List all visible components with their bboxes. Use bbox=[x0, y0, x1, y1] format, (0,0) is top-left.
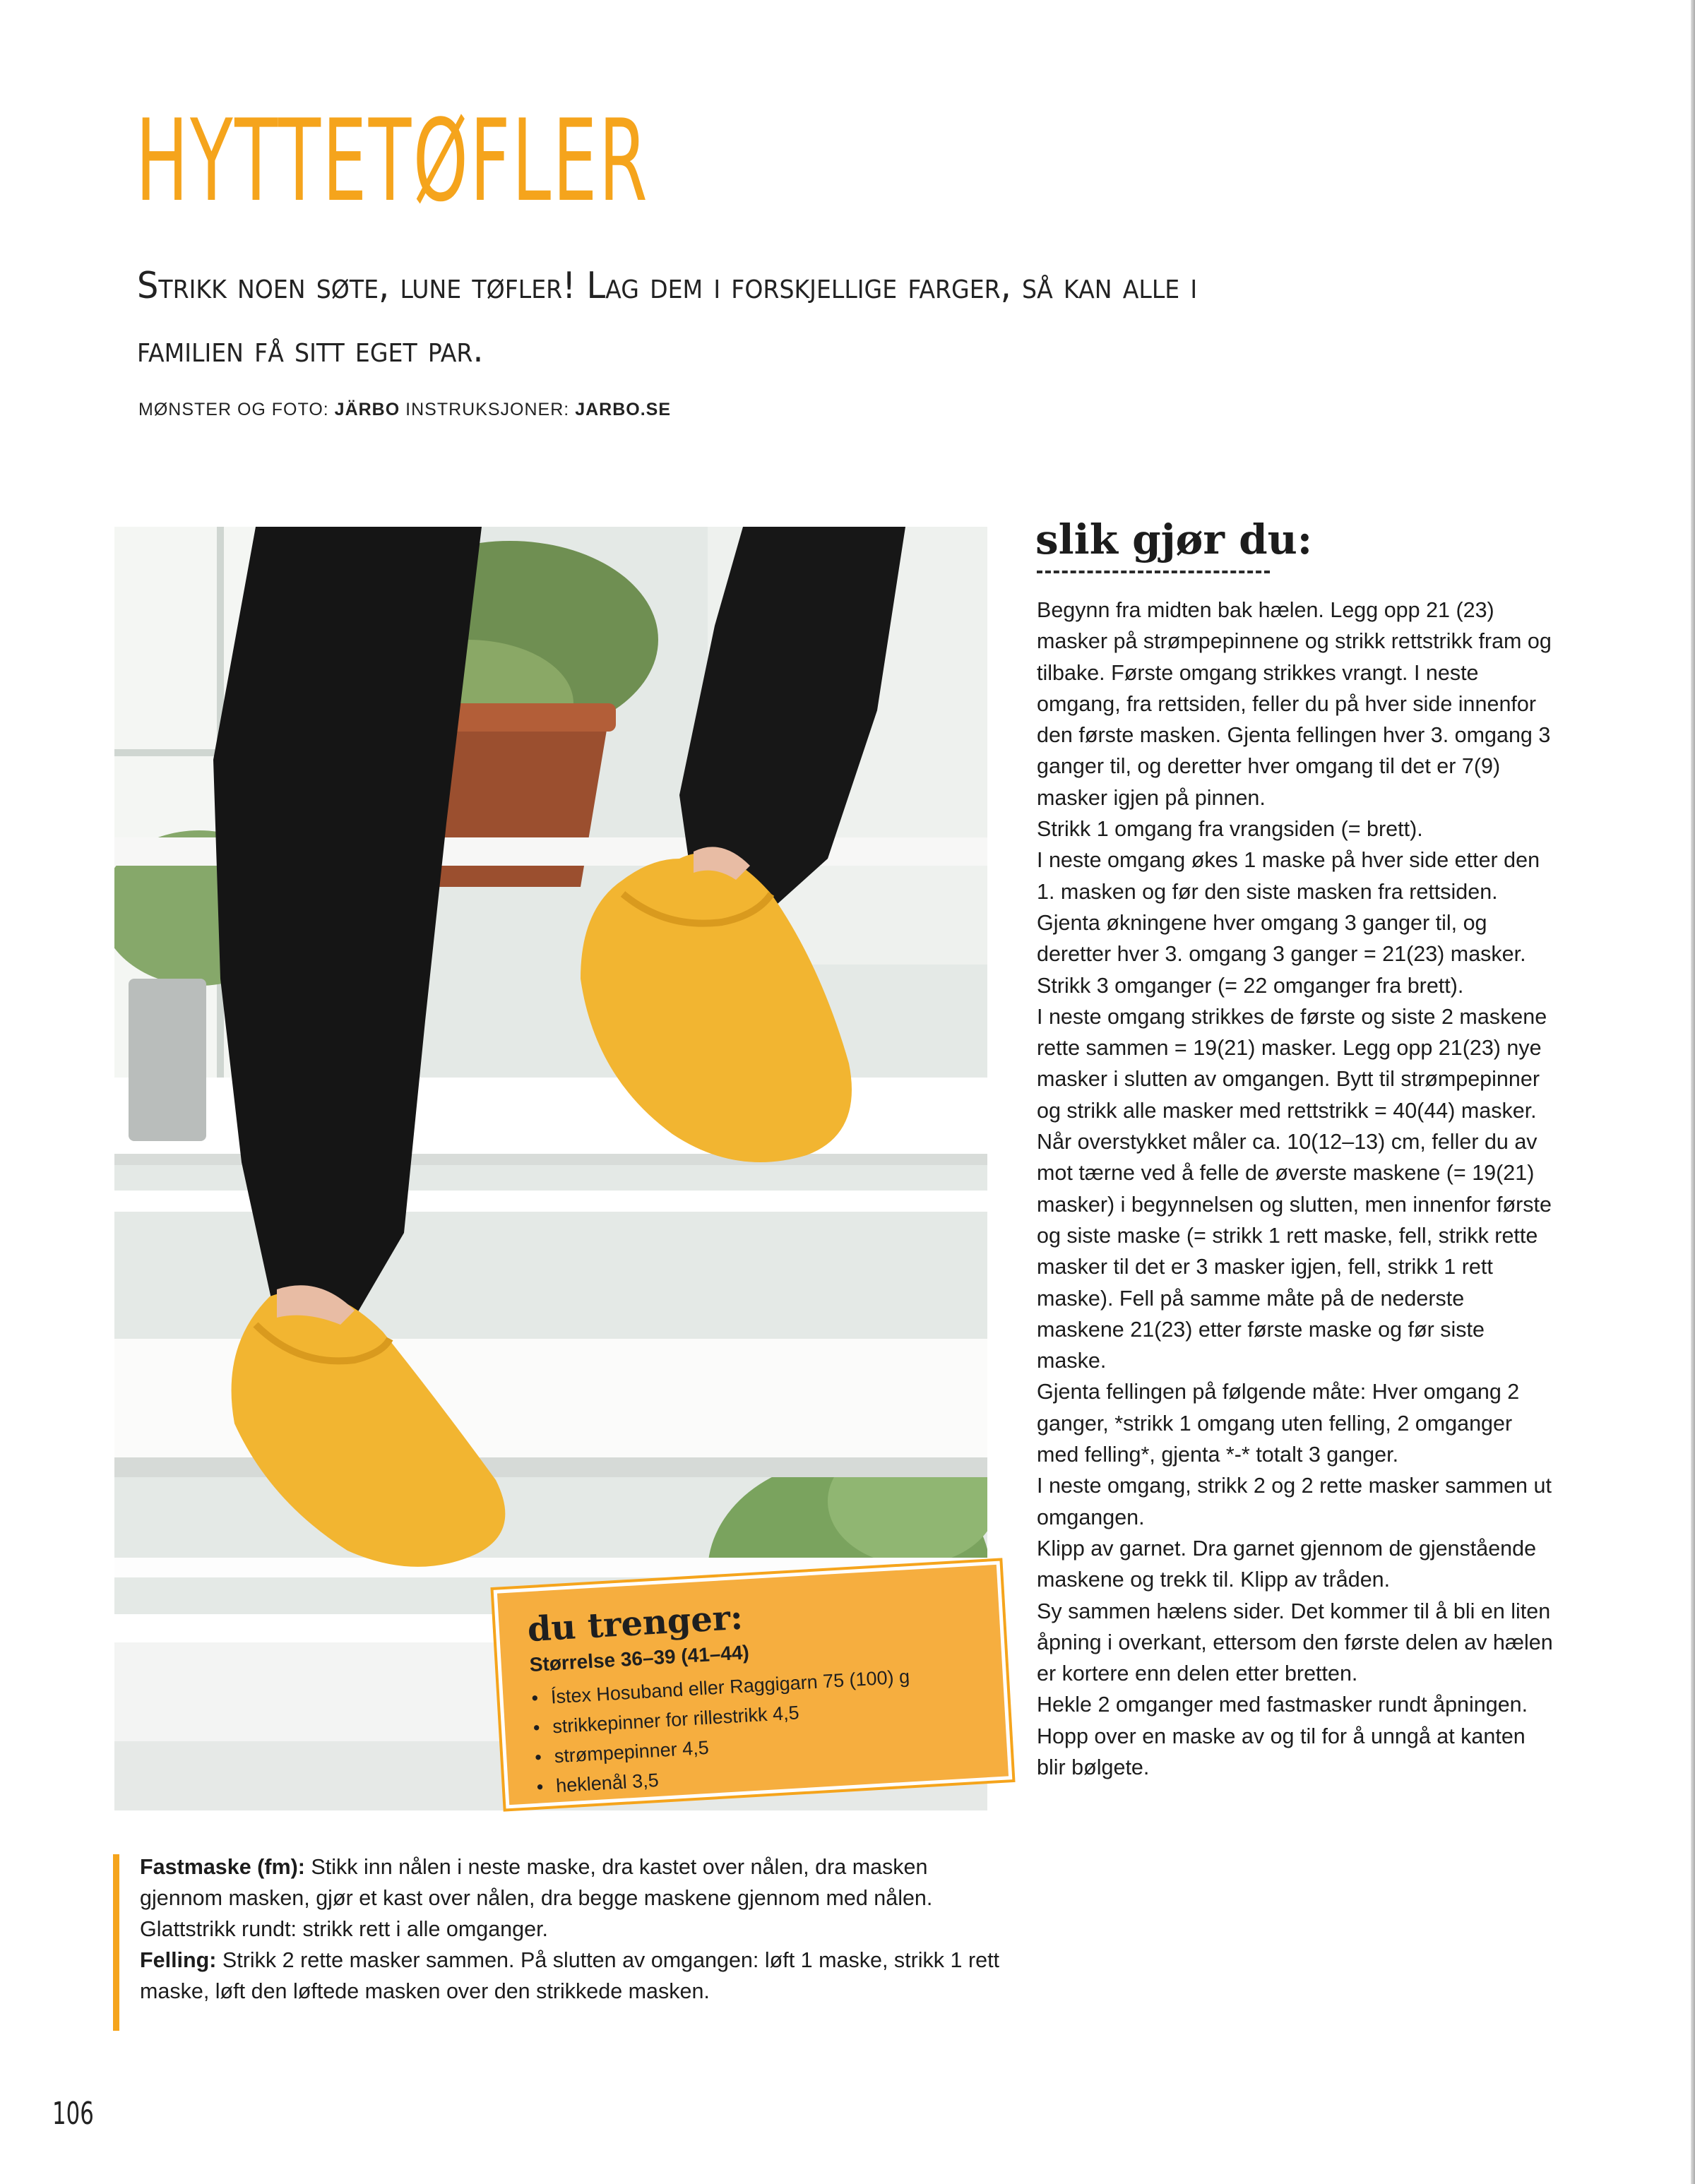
page-title: HYTTETØFLER bbox=[136, 95, 650, 227]
instruction-paragraph: Sy sammen hælens sider. Det kommer til å bli en liten åpning i overkant, ettersom den første delen av hælen er kortere enn delen etter bretten. bbox=[1037, 1599, 1553, 1686]
page-number: 106 bbox=[52, 2096, 94, 2132]
note-felling bbox=[140, 1945, 1016, 2007]
note-fastmaske-text: Stikk inn nålen i neste maske, dra kastet over nålen, dra masken gjennom masken, gjør et kast over nålen, dra begge maskene gjennom med nålen. bbox=[140, 1855, 933, 1910]
materials-item: • heklenål 3,5 bbox=[536, 1750, 916, 1802]
note-glattstrikk: Glattstrikk rundt: strikk rett i alle omganger. bbox=[140, 1917, 549, 1941]
notes-accent-bar bbox=[113, 1854, 119, 2031]
materials-item: • strømpepinner 4,5 bbox=[534, 1721, 914, 1772]
page-edge bbox=[1691, 0, 1695, 2184]
instruction-paragraph: Når overstykket måler ca. 10(12–13) cm, feller du av mot tærne ved å felle de øverste maskene (= 19(21) masker) i begynnelsen og slutten, men innenfor første og siste maske (= strikk 1 rett maske, fell, strikk rette masker til det er 3 masker igjen, fell, strikk 1 rett maske). Fell på samme måte på de nederste maskene 21(23) etter første maske og før siste maske. bbox=[1037, 1130, 1552, 1373]
credits-line bbox=[138, 400, 671, 420]
instructions-divider bbox=[1037, 571, 1270, 573]
technique-notes bbox=[140, 1851, 1016, 2007]
instruction-paragraph: I neste omgang, strikk 2 og 2 rette masker sammen ut omgangen. bbox=[1037, 1474, 1552, 1529]
note-felling-label: Felling: bbox=[140, 1948, 217, 1972]
instruction-paragraph: I neste omgang strikkes de første og siste 2 maskene rette sammen = 19(21) masker. Legg opp 21(23) nye masker i slutten av omgangen. Bytt til strømpepinner og strikk alle masker med rettstrikk = 40(44) masker. bbox=[1037, 1004, 1547, 1123]
instruction-paragraph: Strikk 1 omgang fra vrangsiden (= brett). bbox=[1037, 817, 1423, 842]
note-fastmaske bbox=[140, 1851, 1016, 1914]
credits-pattern-value: JÄRBO bbox=[334, 400, 400, 419]
instructions-body bbox=[1037, 595, 1556, 1783]
instruction-paragraph: Begynn fra midten bak hælen. Legg opp 21 (23) masker på strømpepinnene og strikk rettstrikk fram og tilbake. Første omgang strikkes vrangt. I neste omgang, fra rettsiden, feller du på hver side innenfor den første masken. Gjenta fellingen hver 3. omgang 3 ganger til, og deretter hver omgang til det er 7(9) masker igjen på pinnen. bbox=[1037, 598, 1552, 810]
intro-text: Strikk noen søte, lune tøfler! Lag dem i forskjellige farger, så kan alle i familien få sitt eget par. bbox=[137, 265, 1198, 371]
instruction-paragraph: I neste omgang økes 1 maske på hver side etter den 1. masken og før den siste masken fra rettsiden. Gjenta økningene hver omgang 3 ganger til, og deretter hver 3. omgang 3 ganger = 21(23) masker. bbox=[1037, 848, 1540, 967]
materials-heading: du trenger: bbox=[526, 1597, 744, 1650]
materials-item: • strikkepinner for rillestrikk 4,5 bbox=[533, 1691, 912, 1743]
materials-item: • Ístex Hosuband eller Raggigarn 75 (100) g bbox=[530, 1661, 910, 1713]
instructions-heading: slik gjør du: bbox=[1035, 515, 1313, 563]
instruction-paragraph: Strikk 3 omganger (= 22 omganger fra brett). bbox=[1037, 973, 1464, 998]
instruction-paragraph: Hekle 2 omganger med fastmasker rundt åpningen. Hopp over en maske av og til for å unngå at kanten blir bølgete. bbox=[1037, 1693, 1528, 1779]
note-felling-text: Strikk 2 rette masker sammen. På slutten av omgangen: løft 1 maske, strikk 1 rett maske, løft den løftede masken over den strikkede masken. bbox=[140, 1948, 1000, 2003]
instruction-paragraph: Gjenta fellingen på følgende måte: Hver omgang 2 ganger, *strikk 1 omgang uten felling, 2 omganger med felling*, gjenta *-* totalt 3 ganger. bbox=[1037, 1380, 1520, 1467]
credits-instructions-label: INSTRUKSJONER: bbox=[405, 400, 570, 419]
materials-size: Størrelse 36–39 (41–44) bbox=[528, 1641, 750, 1676]
instruction-paragraph: Klipp av garnet. Dra garnet gjennom de gjenstående maskene og trekk til. Klipp av tråden. bbox=[1037, 1536, 1537, 1592]
materials-box bbox=[497, 1565, 1009, 1805]
materials-list bbox=[530, 1661, 915, 1802]
credits-instructions-value: JARBO.SE bbox=[575, 400, 671, 419]
credits-pattern-label: MØNSTER OG FOTO: bbox=[138, 400, 329, 419]
note-fastmaske-label: Fastmaske (fm): bbox=[140, 1855, 305, 1879]
